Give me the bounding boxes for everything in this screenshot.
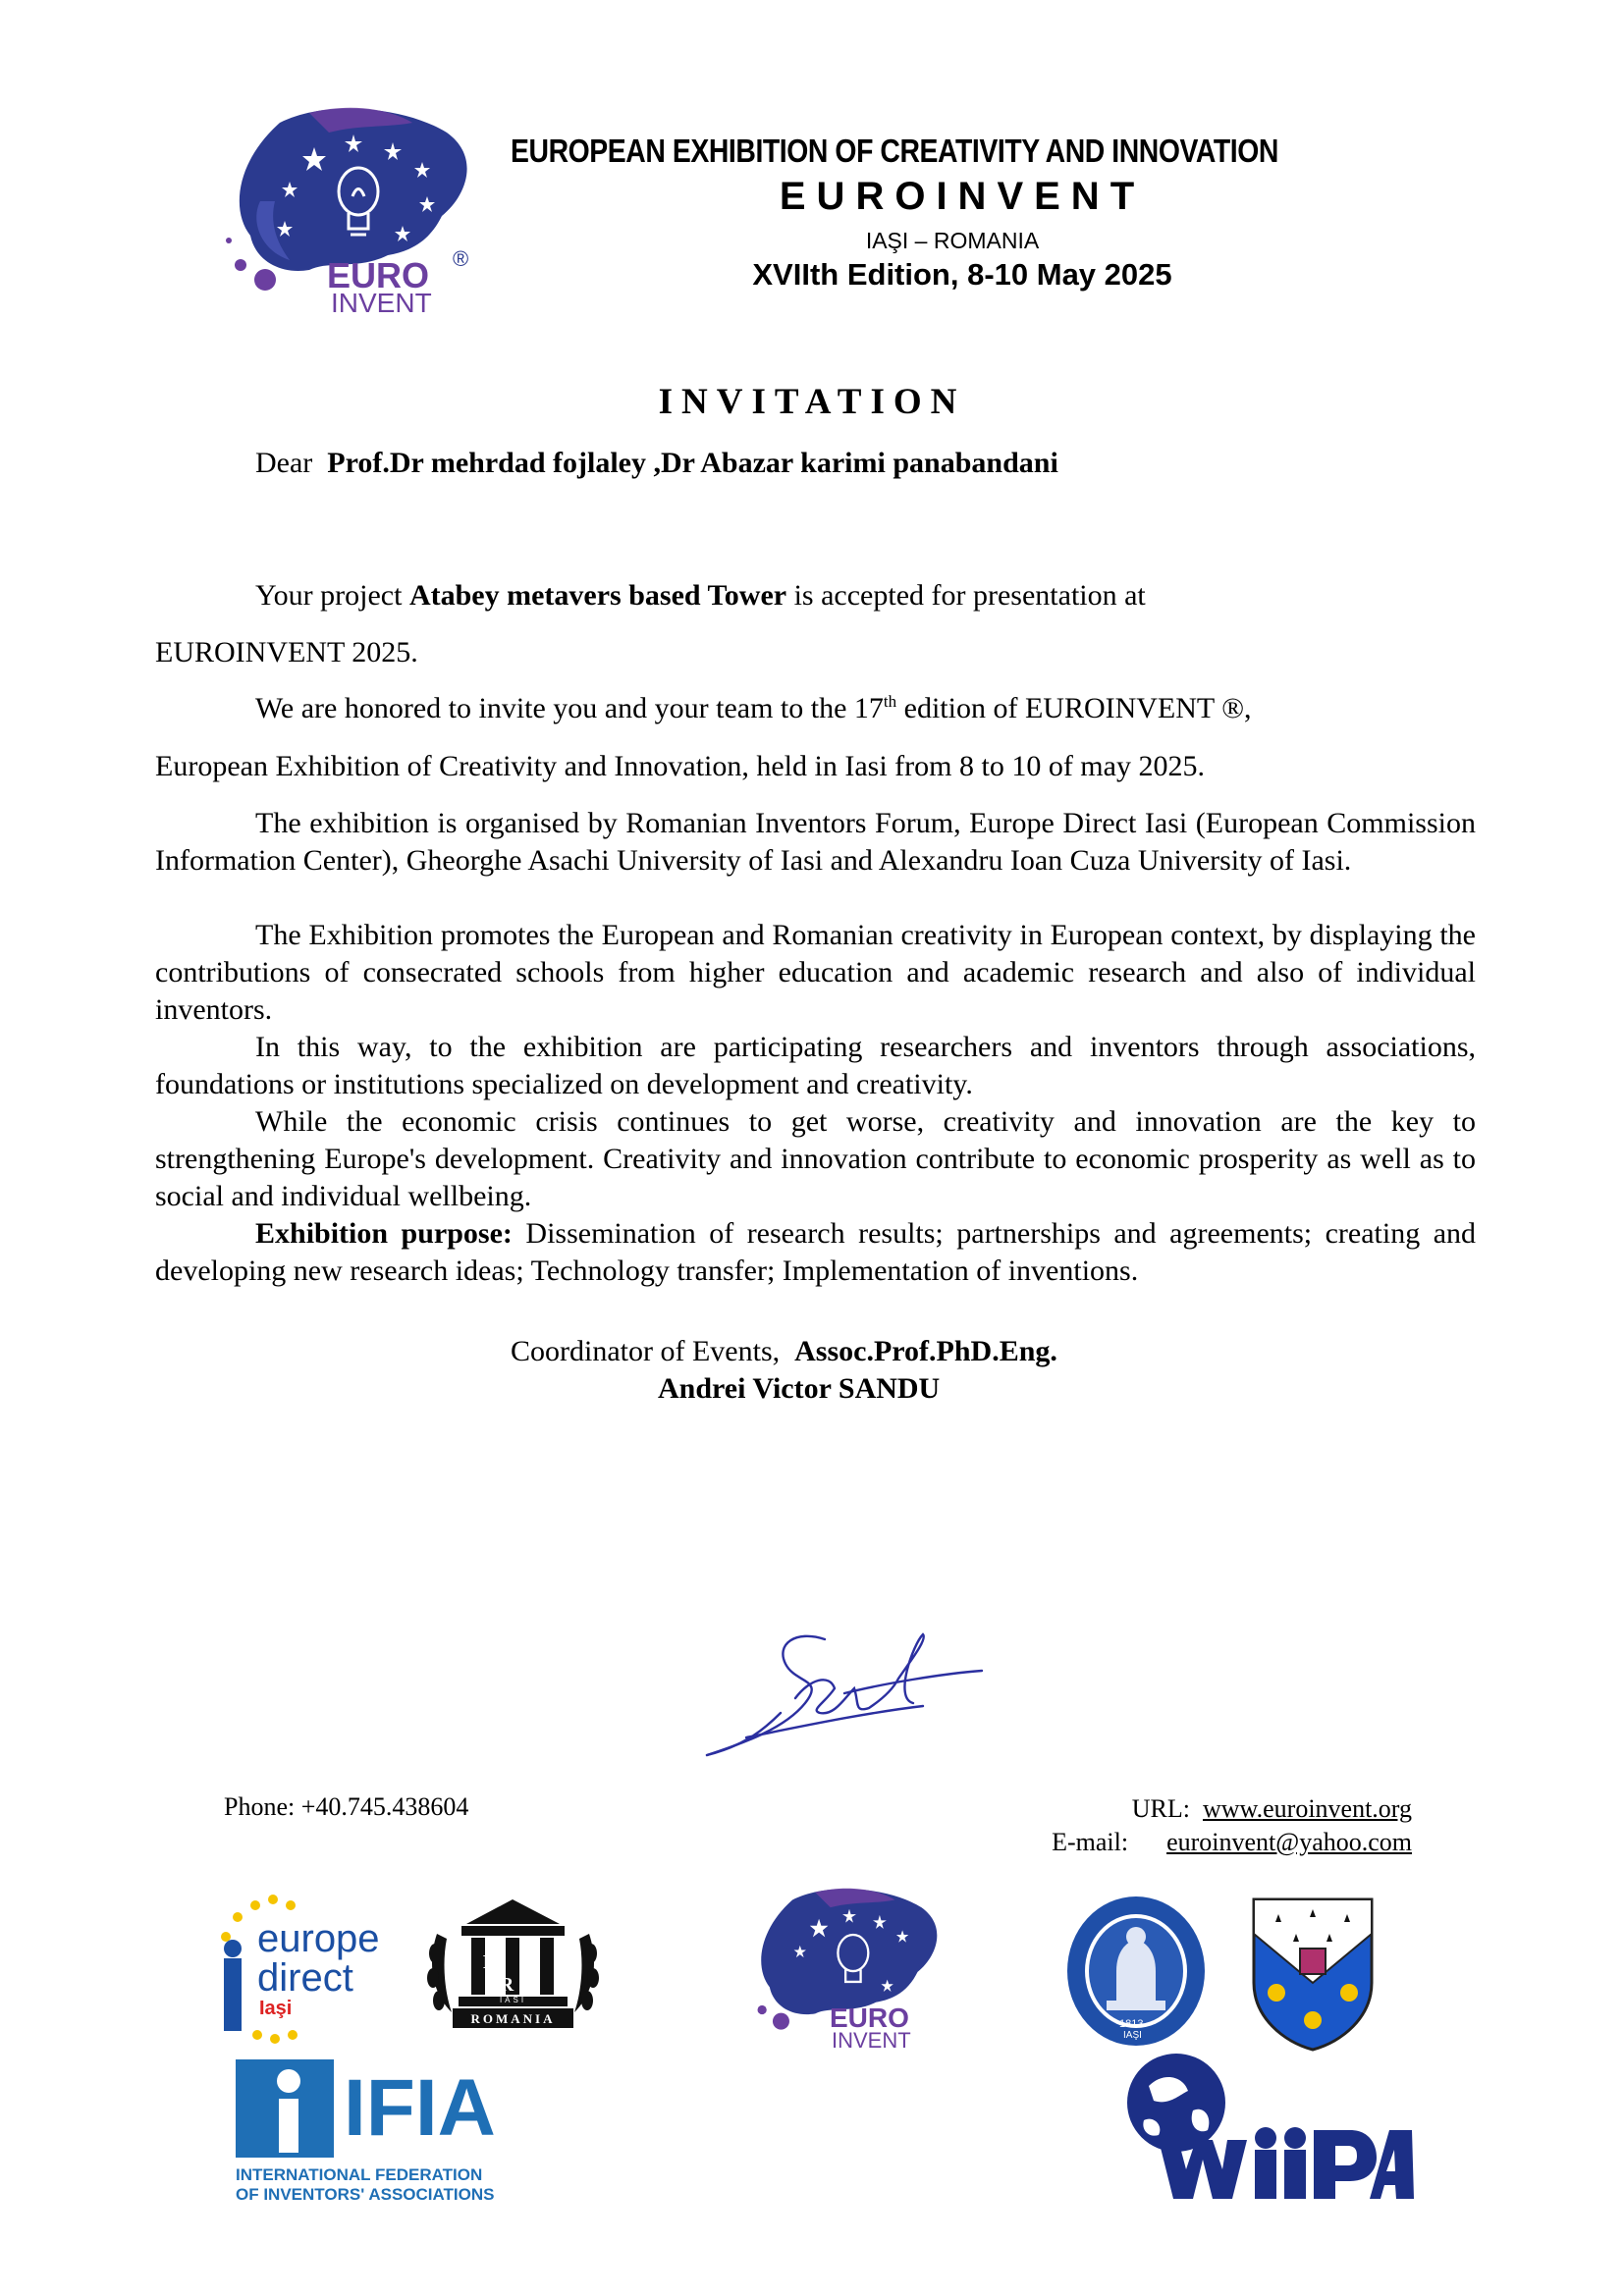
- salutation: [255, 447, 1058, 480]
- wiipa-logo: [1119, 2052, 1414, 2209]
- header-euroinvent: EUROINVENT: [779, 175, 1146, 218]
- paragraph-invite: [255, 690, 1476, 727]
- ifia-line2: OF INVENTORS' ASSOCIATIONS: [236, 2185, 495, 2204]
- tuiasi-seal-logo: [1062, 1893, 1210, 2050]
- euroinvent-footer-euro: EURO: [830, 2002, 909, 2033]
- header-location: IAŞI – ROMANIA: [865, 228, 1040, 253]
- fir-letters: F I R: [482, 1951, 543, 1996]
- paragraph-promotes: The Exhibition promotes the European and Romanian creativity in European context, by displaying the contributions of consecrated schools from higher education and academic research and also of individual inventors.: [155, 919, 1476, 1026]
- euroinvent-footer-invent: INVENT: [832, 2028, 911, 2053]
- email-link[interactable]: euroinvent@yahoo.com: [1166, 1828, 1412, 1856]
- coordinator-title: Assoc.Prof.PhD.Eng.: [794, 1335, 1057, 1367]
- p2-text-a: We are honored to invite you and your team to the 17: [255, 692, 884, 724]
- ifia-i-graphic: [236, 2059, 334, 2158]
- paragraph-participants: In this way, to the exhibition are participating researchers and inventors through associations, foundations or institutions specialized on development and creativity.: [155, 1031, 1476, 1100]
- phone-number: +40.745.438604: [300, 1792, 469, 1821]
- paragraph-project-line2: EUROINVENT 2025.: [155, 636, 418, 668]
- paragraph-project: [255, 577, 1476, 614]
- p1-text-b: is accepted for presentation at: [793, 579, 1146, 612]
- paragraph-purpose: [155, 1215, 1476, 1290]
- ifia-logo: [236, 2059, 560, 2207]
- url-link[interactable]: www.euroinvent.org: [1202, 1794, 1412, 1823]
- purpose-label: Exhibition purpose:: [255, 1217, 513, 1250]
- p2-text-b: edition of EUROINVENT ®,: [903, 692, 1252, 724]
- invitation-title: INVITATION: [658, 382, 966, 422]
- ifia-acronym: IFIA: [344, 2063, 496, 2153]
- euroinvent-logo-euro: EURO: [327, 255, 430, 295]
- tuiasi-year: 1813: [1119, 2018, 1144, 2030]
- contact-web: [1052, 1792, 1412, 1859]
- euroinvent-footer-logo: [741, 1885, 957, 2052]
- coordinator-role: Coordinator of Events,: [511, 1335, 781, 1367]
- url-label: URL:: [1131, 1794, 1190, 1823]
- ifia-line1: INTERNATIONAL FEDERATION: [236, 2165, 483, 2184]
- paragraph-invite-line2: European Exhibition of Creativity and Innovation, held in Iasi from 8 to 10 of may 2025.: [155, 750, 1205, 782]
- purpose-text: Dissemination of research results; partnerships and agreements; creating and developing new research ideas; Technology transfer; Implementation of inventions.: [155, 1217, 1477, 1287]
- phone-label: Phone:: [224, 1792, 296, 1821]
- salutation-prefix: Dear: [255, 447, 313, 479]
- uaic-coat-of-arms-logo: [1249, 1895, 1377, 2052]
- fir-romania-logo: [417, 1895, 609, 2032]
- header-exhibition-name: EUROPEAN EXHIBITION OF CREATIVITY AND INNOVATION: [511, 133, 1278, 169]
- tuiasi-city: IAŞI: [1123, 2030, 1142, 2041]
- p1-text-a: Your project: [255, 579, 403, 612]
- contact-phone: [224, 1792, 468, 1822]
- uaic-graphic: [1249, 1895, 1377, 2052]
- europe-direct-city: Iaşi: [259, 1998, 293, 2019]
- fir-city: IASI: [499, 1996, 527, 2004]
- coordinator-block: [511, 1333, 1057, 1408]
- handwritten-signature: [687, 1620, 992, 1767]
- euroinvent-logo-invent: INVENT: [331, 288, 432, 318]
- header-edition: XVIIth Edition, 8-10 May 2025: [752, 257, 1172, 292]
- wiipa-graphic: [1119, 2052, 1414, 2209]
- p2-superscript: th: [883, 692, 897, 711]
- email-label: E-mail:: [1052, 1828, 1129, 1856]
- europe-direct-line1: europe: [257, 1917, 380, 1960]
- euroinvent-logo-registered: ®: [453, 246, 469, 271]
- paragraph-organisers: The exhibition is organised by Romanian Inventors Forum, Europe Direct Iasi (European Commission Information Center), Gheorghe Asachi University of Iasi and Alexandru Ioan Cuza University of Iasi.: [155, 807, 1476, 877]
- europe-direct-line2: direct: [257, 1956, 353, 2000]
- euroinvent-logo: [221, 103, 486, 319]
- recipients: Prof.Dr mehrdad fojlaley ,Dr Abazar karimi panabandani: [327, 447, 1058, 479]
- europe-direct-logo: [216, 1890, 388, 2047]
- fir-country: ROMANIA: [470, 2011, 556, 2026]
- paragraph-economic: While the economic crisis continues to get worse, creativity and innovation are the key to strengthening Europe's development. Creativity and innovation contribute to economic prosperity as well as to social and individual wellbeing.: [155, 1105, 1476, 1212]
- project-name: Atabey metavers based Tower: [408, 579, 787, 612]
- coordinator-name: Andrei Victor SANDU: [658, 1372, 941, 1405]
